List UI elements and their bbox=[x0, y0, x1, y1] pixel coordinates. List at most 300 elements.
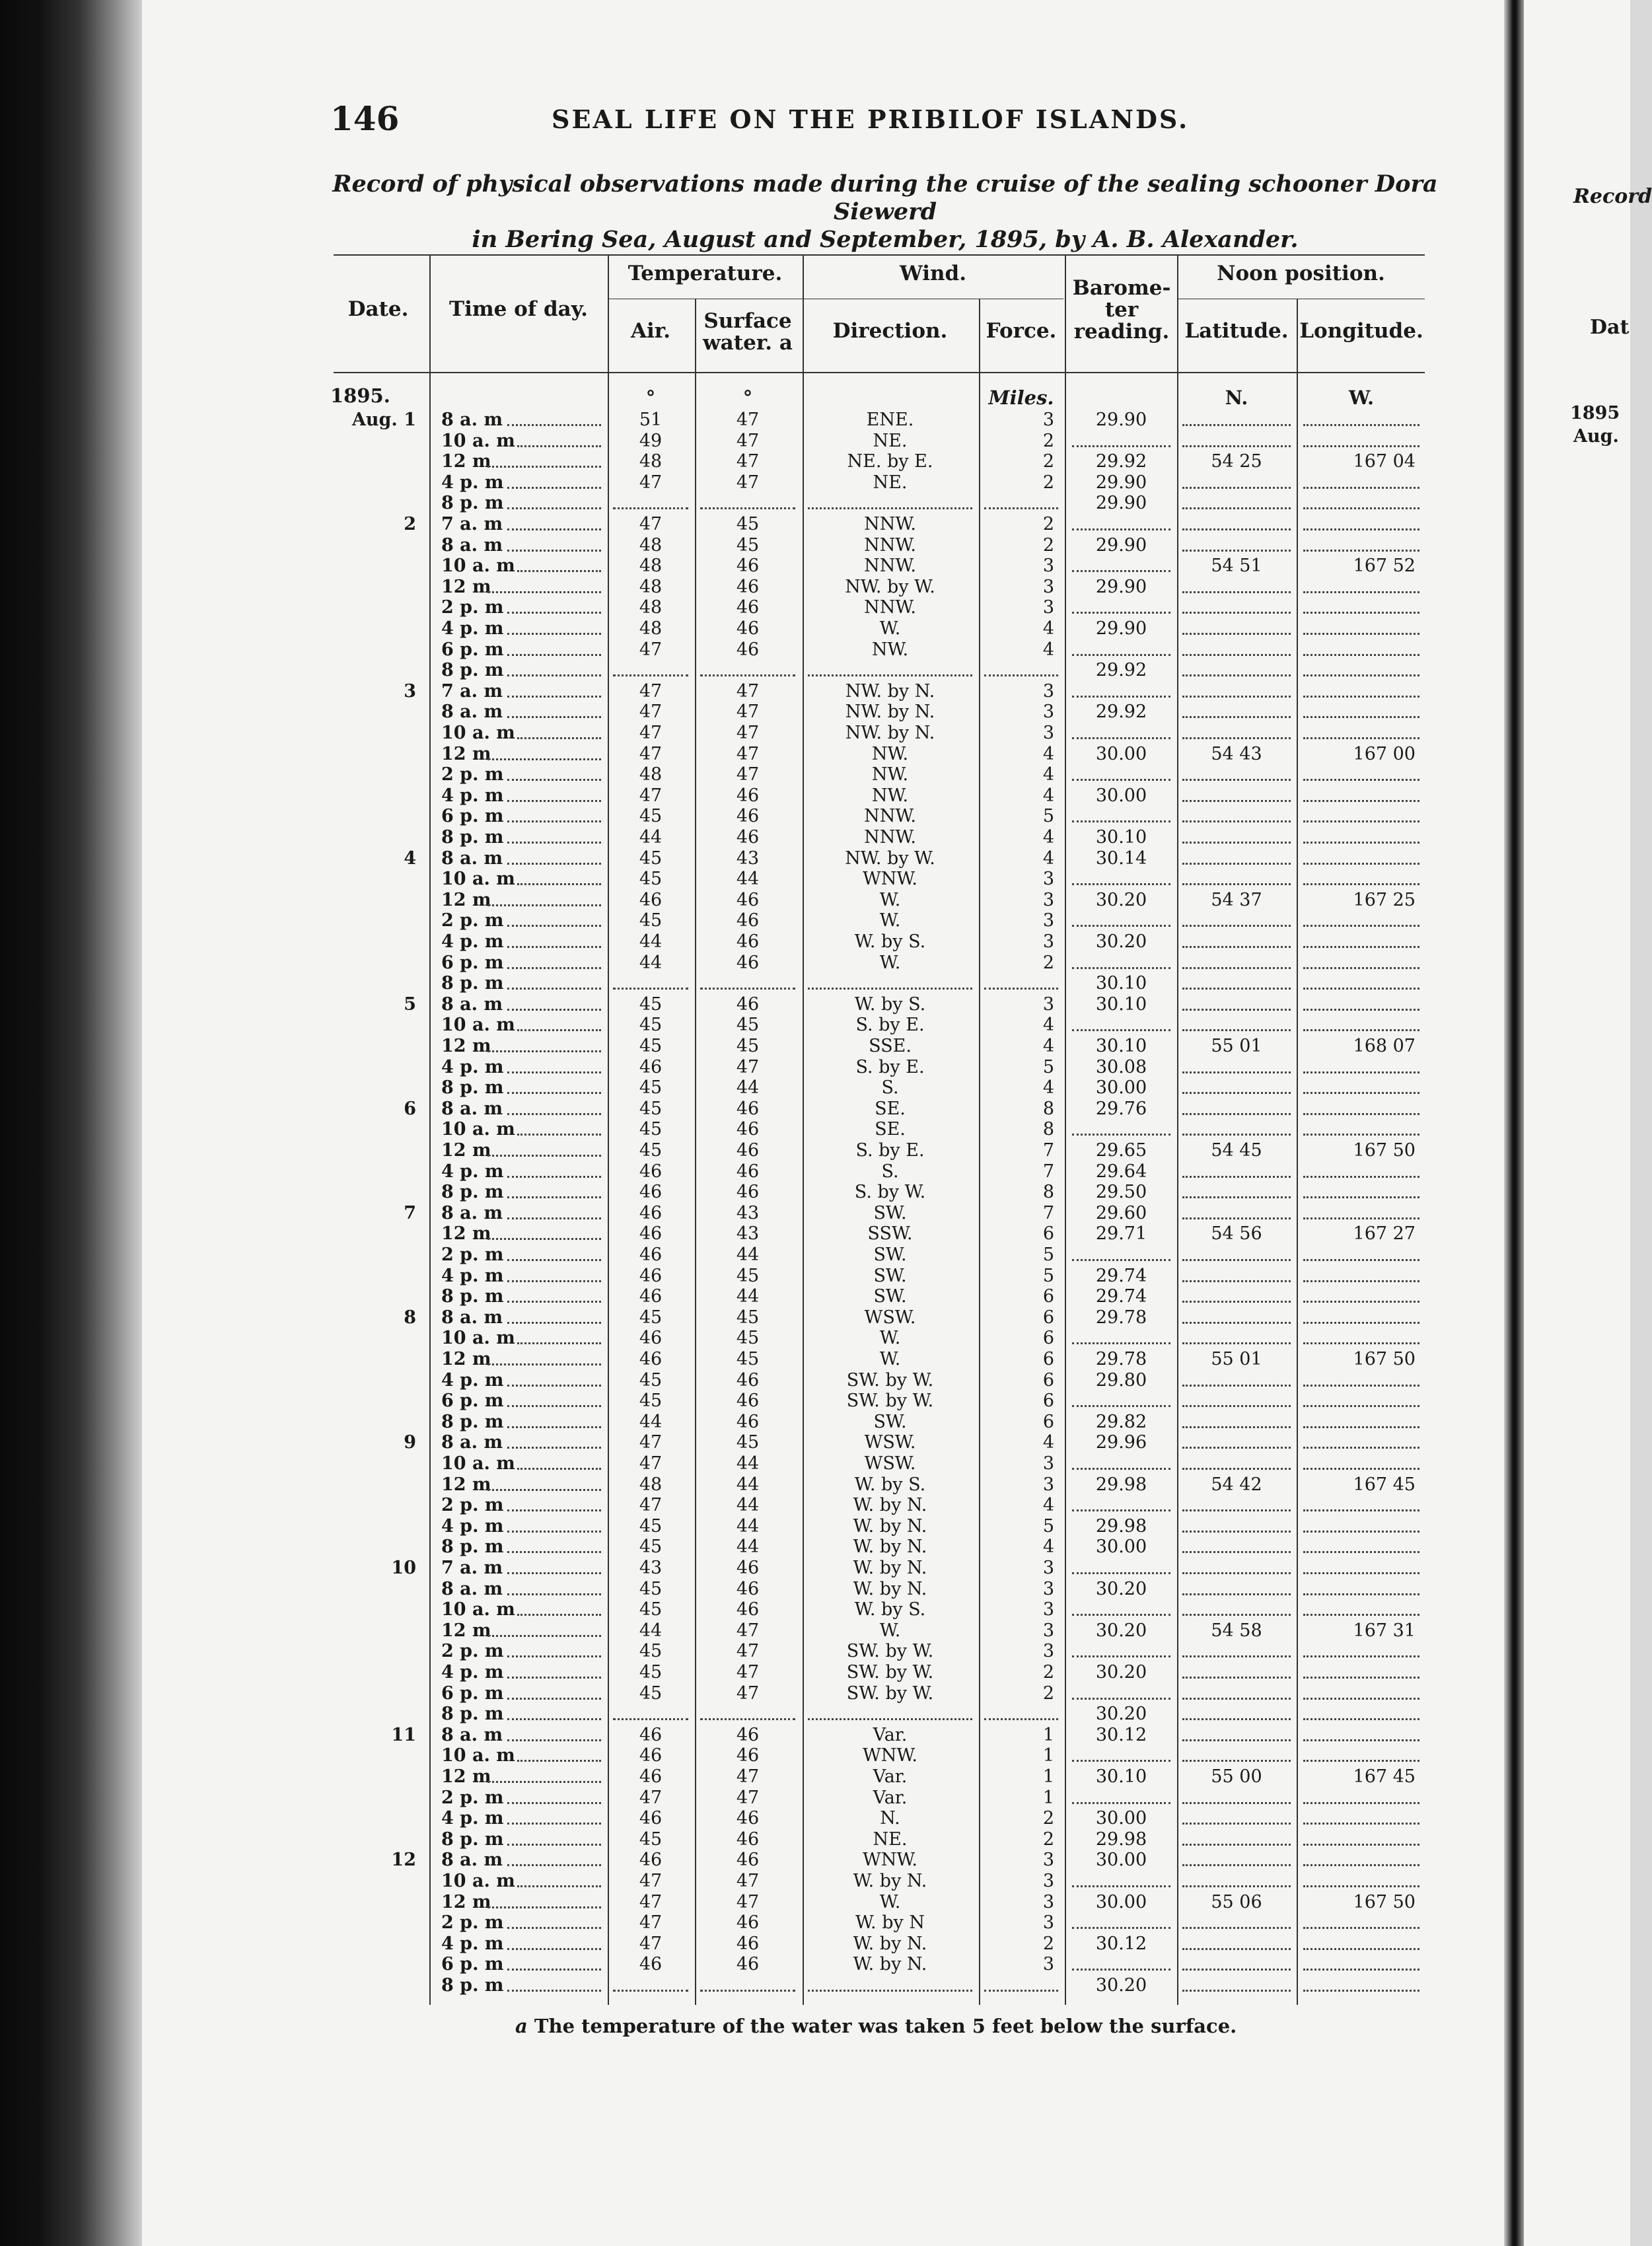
cell-time-of-day: 4 p. m bbox=[441, 1369, 504, 1391]
cell-air: 46 bbox=[639, 1286, 663, 1307]
cell-dir: SW. by W. bbox=[846, 1683, 934, 1704]
cell-water: 45 bbox=[736, 1349, 760, 1369]
empty-cell-dots bbox=[1072, 820, 1170, 822]
empty-cell-dots bbox=[1182, 674, 1291, 676]
empty-cell-dots bbox=[1303, 1718, 1419, 1720]
dot-leader bbox=[507, 1864, 601, 1866]
cell-water: 47 bbox=[736, 743, 760, 764]
cell-force: 5 bbox=[1042, 1056, 1054, 1077]
cell-time-of-day: 2 p. m bbox=[441, 1787, 504, 1808]
cell-force: 4 bbox=[1042, 618, 1054, 639]
empty-cell-dots bbox=[1182, 842, 1291, 844]
empty-cell-dots bbox=[1182, 863, 1291, 865]
empty-cell-dots bbox=[1072, 696, 1170, 698]
empty-cell-dots bbox=[1072, 1614, 1170, 1616]
cell-water: 46 bbox=[736, 597, 760, 618]
empty-cell-dots bbox=[1303, 1614, 1419, 1616]
cell-water: 43 bbox=[736, 1202, 760, 1223]
cell-water: 46 bbox=[736, 576, 760, 597]
cell-date: 12 bbox=[391, 1850, 416, 1871]
cell-water: 44 bbox=[736, 1495, 760, 1516]
empty-cell-dots bbox=[1182, 1551, 1291, 1553]
empty-cell-dots bbox=[1303, 424, 1419, 426]
cell-air: 45 bbox=[639, 1515, 663, 1537]
cell-time-of-day: 8 p. m bbox=[441, 1286, 504, 1307]
cell-air: 45 bbox=[639, 1077, 663, 1099]
cell-air: 45 bbox=[639, 1307, 663, 1328]
empty-cell-dots bbox=[1303, 1739, 1419, 1741]
cell-dir: SW. bbox=[873, 1202, 907, 1223]
empty-cell-dots bbox=[1182, 1677, 1291, 1679]
cell-time-of-day: 10 a. m bbox=[441, 556, 515, 577]
empty-cell-dots bbox=[1182, 967, 1291, 969]
dot-leader bbox=[507, 1593, 601, 1595]
cell-air: 44 bbox=[639, 1411, 663, 1432]
cell-force: 5 bbox=[1042, 806, 1054, 827]
cell-time-of-day: 12 m bbox=[441, 1620, 491, 1641]
dot-leader bbox=[487, 1635, 601, 1637]
empty-cell-dots bbox=[1182, 1948, 1291, 1950]
cell-water: 46 bbox=[736, 1161, 760, 1182]
dot-leader bbox=[507, 1969, 601, 1971]
cell-force: 5 bbox=[1042, 1265, 1054, 1286]
empty-cell-dots bbox=[1303, 1217, 1419, 1219]
cell-air: 46 bbox=[639, 1328, 663, 1349]
empty-cell-dots bbox=[1303, 1071, 1419, 1073]
cell-dir: NNW. bbox=[864, 597, 916, 618]
cell-time-of-day: 8 p. m bbox=[441, 1537, 504, 1558]
empty-cell-dots bbox=[1072, 737, 1170, 739]
cell-date: 5 bbox=[404, 994, 416, 1015]
cell-air: 47 bbox=[639, 1871, 663, 1891]
empty-cell-dots bbox=[1072, 779, 1170, 781]
cell-water: 47 bbox=[736, 1683, 760, 1704]
cell-dir: NW. by W. bbox=[845, 576, 935, 597]
cell-dir: NE. by E. bbox=[847, 451, 933, 472]
empty-cell-dots bbox=[1303, 1322, 1419, 1324]
empty-cell-dots bbox=[1182, 1092, 1291, 1094]
cell-water: 45 bbox=[736, 514, 760, 534]
dot-leader bbox=[507, 1509, 601, 1511]
unit-water-degree: ° bbox=[742, 386, 753, 409]
empty-cell-dots bbox=[1072, 612, 1170, 614]
cell-water: 47 bbox=[736, 764, 760, 785]
cell-force: 7 bbox=[1042, 1140, 1054, 1161]
header-surface-water: Surface water. a bbox=[703, 309, 793, 355]
empty-cell-dots bbox=[1182, 1426, 1291, 1428]
empty-cell-dots bbox=[1182, 1009, 1291, 1011]
cell-force: 3 bbox=[1042, 869, 1054, 890]
cell-time-of-day: 4 p. m bbox=[441, 1265, 504, 1286]
cell-force: 3 bbox=[1042, 702, 1054, 723]
cell-air: 46 bbox=[639, 1808, 663, 1829]
cell-force: 3 bbox=[1042, 910, 1054, 931]
cell-baro: 29.50 bbox=[1095, 1182, 1147, 1203]
cell-dir: W. by S. bbox=[854, 1474, 926, 1495]
cell-time-of-day: 2 p. m bbox=[441, 1245, 504, 1265]
cell-baro: 29.74 bbox=[1095, 1286, 1147, 1307]
cell-dir: SW. bbox=[873, 1265, 907, 1286]
dot-leader bbox=[487, 1238, 601, 1240]
cell-force: 3 bbox=[1042, 597, 1054, 618]
empty-cell-dots bbox=[1303, 1531, 1419, 1533]
empty-cell-dots bbox=[1182, 1259, 1291, 1261]
dot-leader bbox=[507, 696, 601, 698]
empty-cell-dots bbox=[1182, 591, 1291, 593]
cell-time-of-day: 8 p. m bbox=[441, 827, 504, 848]
cell-air: 46 bbox=[639, 1202, 663, 1223]
empty-cell-dots bbox=[1182, 1885, 1291, 1887]
adjacent-page bbox=[1524, 0, 1652, 2246]
cell-time-of-day: 2 p. m bbox=[441, 910, 504, 931]
cell-time-of-day: 4 p. m bbox=[441, 931, 504, 952]
cell-force: 7 bbox=[1042, 1202, 1054, 1223]
cell-baro: 29.98 bbox=[1095, 1829, 1147, 1850]
cell-dir: W. by S. bbox=[854, 931, 926, 952]
empty-cell-dots bbox=[1303, 1948, 1419, 1950]
cell-date: 2 bbox=[404, 514, 416, 534]
empty-cell-dots bbox=[1182, 1864, 1291, 1866]
empty-cell-dots bbox=[1182, 1531, 1291, 1533]
cell-lon: 167 50 bbox=[1353, 1349, 1416, 1369]
empty-cell-dots bbox=[1182, 1342, 1291, 1344]
cell-baro: 29.96 bbox=[1095, 1432, 1147, 1453]
cell-force: 2 bbox=[1042, 952, 1054, 973]
empty-cell-dots bbox=[1182, 1029, 1291, 1031]
empty-cell-dots bbox=[1182, 988, 1291, 990]
empty-cell-dots bbox=[808, 507, 972, 509]
empty-cell-dots bbox=[1072, 1927, 1170, 1929]
empty-cell-dots bbox=[1182, 1844, 1291, 1846]
empty-cell-dots bbox=[1303, 1280, 1419, 1282]
cell-time-of-day: 2 p. m bbox=[441, 1495, 504, 1516]
dot-leader bbox=[507, 654, 601, 656]
vline-barometer bbox=[1177, 254, 1178, 2005]
empty-cell-dots bbox=[1182, 1572, 1291, 1574]
cell-water: 44 bbox=[736, 1515, 760, 1537]
cell-dir: NE. bbox=[873, 1829, 908, 1850]
dot-leader bbox=[507, 1990, 601, 1992]
cell-air: 45 bbox=[639, 1683, 663, 1704]
cell-force: 2 bbox=[1042, 1933, 1054, 1954]
cell-time-of-day: 4 p. m bbox=[441, 1933, 504, 1954]
cell-time-of-day: 8 p. m bbox=[441, 973, 504, 994]
empty-cell-dots bbox=[1303, 1593, 1419, 1595]
cell-time-of-day: 6 p. m bbox=[441, 1683, 504, 1704]
cell-time-of-day: 8 p. m bbox=[441, 1077, 504, 1099]
cell-air: 47 bbox=[639, 1787, 663, 1808]
cell-time-of-day: 10 a. m bbox=[441, 869, 515, 890]
running-head: SEAL LIFE ON THE PRIBILOF ISLANDS. bbox=[552, 104, 1190, 134]
cell-water: 44 bbox=[736, 1453, 760, 1474]
empty-cell-dots bbox=[1303, 1802, 1419, 1804]
cell-dir: SW. by W. bbox=[846, 1641, 934, 1662]
cell-water: 46 bbox=[736, 1182, 760, 1203]
unit-longitude-west: W. bbox=[1348, 386, 1375, 409]
cell-water: 47 bbox=[736, 451, 760, 472]
cell-dir: W. by N bbox=[855, 1912, 925, 1934]
cell-baro: 29.90 bbox=[1095, 534, 1147, 556]
empty-cell-dots bbox=[1303, 1176, 1419, 1178]
cell-air: 47 bbox=[639, 743, 663, 764]
cell-force: 4 bbox=[1042, 1495, 1054, 1516]
cell-baro: 29.80 bbox=[1095, 1369, 1147, 1391]
cell-dir: W. bbox=[879, 952, 901, 973]
empty-cell-dots bbox=[1303, 1426, 1419, 1428]
dot-leader bbox=[487, 1363, 601, 1365]
cell-force: 3 bbox=[1042, 1850, 1054, 1871]
cell-time-of-day: 8 a. m bbox=[441, 410, 503, 430]
cell-water: 47 bbox=[736, 472, 760, 493]
cell-force: 1 bbox=[1042, 1724, 1054, 1745]
cell-water: 43 bbox=[736, 848, 760, 869]
cell-lon: 167 00 bbox=[1353, 743, 1416, 764]
cell-water: 45 bbox=[736, 1015, 760, 1036]
cell-time-of-day: 4 p. m bbox=[441, 1662, 504, 1683]
cell-baro: 29.74 bbox=[1095, 1265, 1147, 1286]
caption-line-2: in Bering Sea, August and September, 1895, by A. B. Alexander. bbox=[472, 226, 1299, 253]
empty-cell-dots bbox=[1182, 1217, 1291, 1219]
empty-cell-dots bbox=[1303, 507, 1419, 509]
cell-water: 44 bbox=[736, 1077, 760, 1099]
cell-dir: N. bbox=[880, 1808, 900, 1829]
cell-force: 3 bbox=[1042, 1558, 1054, 1578]
cell-time-of-day: 8 a. m bbox=[441, 994, 503, 1015]
cell-air: 44 bbox=[639, 1620, 663, 1641]
vline-force bbox=[1065, 254, 1066, 2005]
cell-time-of-day: 7 a. m bbox=[441, 680, 503, 702]
cell-water: 46 bbox=[736, 639, 760, 660]
rule-table-top bbox=[334, 254, 1425, 256]
cell-force: 3 bbox=[1042, 889, 1054, 910]
cell-air: 47 bbox=[639, 702, 663, 723]
header-noon-position: Noon position. bbox=[1217, 262, 1385, 285]
dot-leader bbox=[487, 591, 601, 593]
cell-time-of-day: 12 m bbox=[441, 1223, 491, 1245]
cell-force: 4 bbox=[1042, 1015, 1054, 1036]
cell-dir: NNW. bbox=[864, 534, 916, 556]
empty-cell-dots bbox=[1182, 1134, 1291, 1136]
cell-force: 4 bbox=[1042, 1036, 1054, 1056]
empty-cell-dots bbox=[984, 1718, 1058, 1720]
cell-air: 48 bbox=[639, 618, 663, 639]
empty-cell-dots bbox=[1303, 696, 1419, 698]
cell-dir: W. by S. bbox=[854, 1599, 926, 1620]
cell-dir: NW. bbox=[871, 785, 909, 806]
cell-water: 46 bbox=[736, 1745, 760, 1766]
cell-air: 48 bbox=[639, 534, 663, 556]
empty-cell-dots bbox=[1303, 1655, 1419, 1657]
cell-time-of-day: 8 p. m bbox=[441, 1975, 504, 1996]
cell-date: 11 bbox=[391, 1724, 416, 1745]
cell-time-of-day: 10 a. m bbox=[441, 1871, 515, 1891]
empty-cell-dots bbox=[1303, 1301, 1419, 1303]
empty-cell-dots bbox=[1182, 612, 1291, 614]
cell-lat: 55 06 bbox=[1211, 1891, 1262, 1912]
cell-time-of-day: 10 a. m bbox=[441, 1745, 515, 1766]
cell-dir: W. bbox=[879, 889, 901, 910]
cell-time-of-day: 4 p. m bbox=[441, 618, 504, 639]
cell-water: 45 bbox=[736, 1328, 760, 1349]
empty-cell-dots bbox=[1182, 1301, 1291, 1303]
empty-cell-dots bbox=[1182, 779, 1291, 781]
cell-lon: 167 27 bbox=[1353, 1223, 1416, 1245]
empty-cell-dots bbox=[1072, 654, 1170, 656]
cell-force: 1 bbox=[1042, 1787, 1054, 1808]
cell-air: 46 bbox=[639, 1724, 663, 1745]
cell-baro: 30.00 bbox=[1095, 1891, 1147, 1912]
cell-force: 3 bbox=[1042, 680, 1054, 702]
empty-cell-dots bbox=[1303, 1677, 1419, 1679]
cell-baro: 29.92 bbox=[1095, 702, 1147, 723]
cell-baro: 30.00 bbox=[1095, 1077, 1147, 1099]
cell-time-of-day: 8 a. m bbox=[441, 1578, 503, 1599]
cell-air: 45 bbox=[639, 1641, 663, 1662]
empty-cell-dots bbox=[1182, 1655, 1291, 1657]
cell-air: 47 bbox=[639, 1495, 663, 1516]
cell-time-of-day: 12 m bbox=[441, 1036, 491, 1056]
cell-dir: WNW. bbox=[863, 1745, 917, 1766]
adjacent-aug-fragment: Aug. bbox=[1573, 426, 1619, 447]
empty-cell-dots bbox=[1182, 507, 1291, 509]
empty-cell-dots bbox=[1182, 1196, 1291, 1198]
cell-water: 47 bbox=[736, 702, 760, 723]
dot-leader bbox=[507, 1426, 601, 1428]
header-longitude: Longitude. bbox=[1299, 319, 1423, 343]
cell-force: 3 bbox=[1042, 1641, 1054, 1662]
empty-cell-dots bbox=[1303, 1551, 1419, 1553]
footnote-marker: a bbox=[515, 2015, 528, 2037]
dot-leader bbox=[507, 925, 601, 927]
cell-time-of-day: 6 p. m bbox=[441, 639, 504, 660]
empty-cell-dots bbox=[1072, 1029, 1170, 1031]
vline-date bbox=[429, 254, 431, 2005]
cell-air: 48 bbox=[639, 1474, 663, 1495]
cell-time-of-day: 2 p. m bbox=[441, 1641, 504, 1662]
cell-dir: SW. bbox=[873, 1286, 907, 1307]
cell-time-of-day: 8 a. m bbox=[441, 1432, 503, 1453]
cell-air: 45 bbox=[639, 1036, 663, 1056]
cell-air: 51 bbox=[639, 410, 663, 430]
cell-lon: 167 31 bbox=[1353, 1620, 1416, 1641]
empty-cell-dots bbox=[1182, 1927, 1291, 1929]
cell-baro: 30.14 bbox=[1095, 848, 1147, 869]
cell-time-of-day: 8 p. m bbox=[441, 1182, 504, 1203]
cell-time-of-day: 8 a. m bbox=[441, 1850, 503, 1871]
dot-leader bbox=[487, 466, 601, 468]
cell-dir: W. by N. bbox=[853, 1558, 927, 1578]
cell-air: 46 bbox=[639, 1954, 663, 1975]
cell-water: 46 bbox=[736, 1954, 760, 1975]
empty-cell-dots bbox=[1072, 1259, 1170, 1261]
empty-cell-dots bbox=[1182, 550, 1291, 552]
cell-time-of-day: 6 p. m bbox=[441, 1391, 504, 1412]
cell-air: 45 bbox=[639, 869, 663, 890]
cell-water: 46 bbox=[736, 1850, 760, 1871]
cell-water: 46 bbox=[736, 952, 760, 973]
cell-dir: W. by N. bbox=[853, 1871, 927, 1891]
cell-time-of-day: 4 p. m bbox=[441, 1515, 504, 1537]
empty-cell-dots bbox=[1182, 820, 1291, 822]
cell-time-of-day: 2 p. m bbox=[441, 1912, 504, 1934]
cell-water: 44 bbox=[736, 1286, 760, 1307]
cell-baro: 30.20 bbox=[1095, 1662, 1147, 1683]
cell-water: 46 bbox=[736, 1933, 760, 1954]
cell-force: 2 bbox=[1042, 1808, 1054, 1829]
empty-cell-dots bbox=[1182, 1113, 1291, 1115]
cell-water: 46 bbox=[736, 931, 760, 952]
cell-time-of-day: 10 a. m bbox=[441, 1015, 515, 1036]
cell-air: 45 bbox=[639, 1578, 663, 1599]
cell-air: 45 bbox=[639, 1140, 663, 1161]
cell-air: 48 bbox=[639, 576, 663, 597]
cell-force: 2 bbox=[1042, 534, 1054, 556]
dot-leader bbox=[507, 1844, 601, 1846]
cell-force: 3 bbox=[1042, 410, 1054, 430]
cell-lat: 54 43 bbox=[1211, 743, 1262, 764]
cell-time-of-day: 8 a. m bbox=[441, 1724, 503, 1745]
cell-baro: 29.60 bbox=[1095, 1202, 1147, 1223]
cell-force: 4 bbox=[1042, 743, 1054, 764]
cell-lon: 168 07 bbox=[1353, 1036, 1416, 1056]
empty-cell-dots bbox=[1072, 1969, 1170, 1971]
cell-air: 45 bbox=[639, 1369, 663, 1391]
dot-leader bbox=[507, 1113, 601, 1115]
cell-air: 46 bbox=[639, 1745, 663, 1766]
cell-water: 44 bbox=[736, 1245, 760, 1265]
cell-time-of-day: 12 m bbox=[441, 451, 491, 472]
empty-cell-dots bbox=[1303, 612, 1419, 614]
empty-cell-dots bbox=[1303, 1196, 1419, 1198]
cell-dir: S. by E. bbox=[855, 1015, 925, 1036]
cell-air: 45 bbox=[639, 848, 663, 869]
dot-leader bbox=[507, 1196, 601, 1198]
empty-cell-dots bbox=[1303, 1927, 1419, 1929]
empty-cell-dots bbox=[1303, 1698, 1419, 1700]
cell-dir: WSW. bbox=[864, 1453, 916, 1474]
cell-baro: 30.08 bbox=[1095, 1056, 1147, 1077]
adjacent-date-fragment: Dat bbox=[1590, 316, 1630, 339]
empty-cell-dots bbox=[613, 674, 688, 676]
cell-baro: 29.92 bbox=[1095, 451, 1147, 472]
empty-cell-dots bbox=[1182, 1760, 1291, 1762]
cell-lon: 167 45 bbox=[1353, 1766, 1416, 1787]
dot-leader bbox=[507, 1572, 601, 1574]
year-label: 1895. bbox=[330, 384, 390, 407]
cell-baro: 30.12 bbox=[1095, 1933, 1147, 1954]
cell-dir: S. bbox=[881, 1077, 899, 1099]
cell-force: 2 bbox=[1042, 472, 1054, 493]
empty-cell-dots bbox=[1303, 550, 1419, 552]
empty-cell-dots bbox=[1303, 1009, 1419, 1011]
cell-force: 4 bbox=[1042, 785, 1054, 806]
cell-force: 2 bbox=[1042, 1683, 1054, 1704]
dot-leader bbox=[507, 1322, 601, 1324]
cell-force: 3 bbox=[1042, 723, 1054, 743]
cell-dir: S. by E. bbox=[855, 1056, 925, 1077]
empty-cell-dots bbox=[1303, 820, 1419, 822]
cell-time-of-day: 8 p. m bbox=[441, 660, 504, 681]
cell-air: 46 bbox=[639, 1766, 663, 1787]
cell-air: 45 bbox=[639, 910, 663, 931]
cell-lon: 167 52 bbox=[1353, 556, 1416, 577]
empty-cell-dots bbox=[1072, 1134, 1170, 1136]
dot-leader bbox=[507, 779, 601, 781]
cell-time-of-day: 8 p. m bbox=[441, 1411, 504, 1432]
cell-water: 47 bbox=[736, 1871, 760, 1891]
cell-force: 7 bbox=[1042, 1161, 1054, 1182]
dot-leader bbox=[507, 1176, 601, 1178]
